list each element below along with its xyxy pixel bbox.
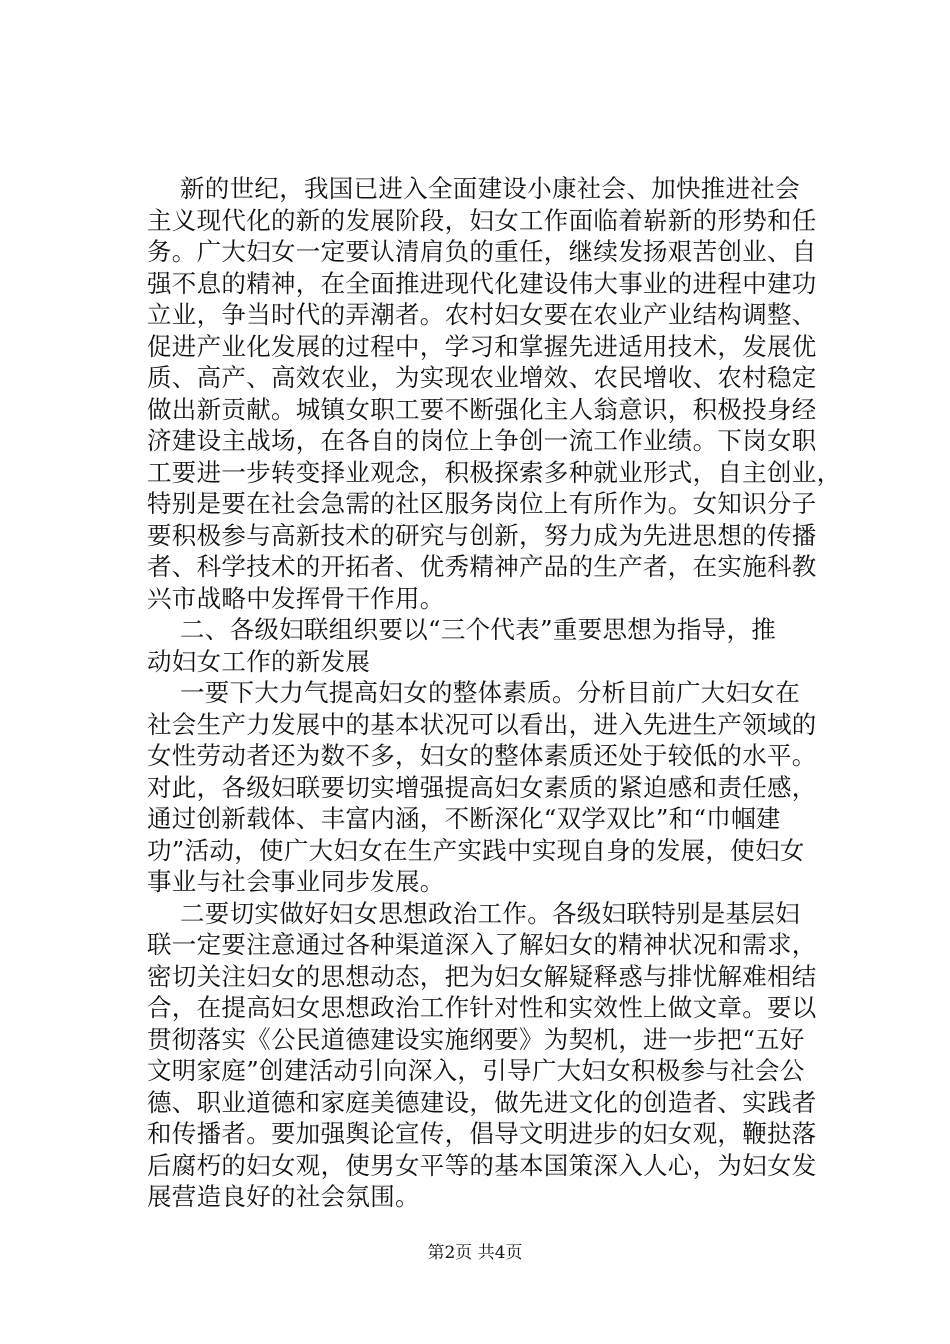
text-line: 一要下大力气提高妇女的整体素质。分析目前广大妇女在 [180,678,800,707]
text-line: 联一定要注意通过各种渠道深入了解妇女的精神状况和需求， [147,930,817,959]
section-heading: 二、各级妇联组织要以“三个代表”重要思想为指导，推 [180,615,777,644]
text-line: 务。广大妇女一定要认清肩负的重任，继续发扬艰苦创业、自 [147,237,817,266]
section-heading: 动妇女工作的新发展 [147,646,371,676]
text-line: 兴市战略中发挥骨干作用。 [147,583,445,613]
text-line: 强不息的精神，在全面推进现代化建设伟大事业的进程中建功 [147,268,817,298]
text-line: 女性劳动者还为数不多，妇女的整体素质还处于较低的水平。 [147,741,817,770]
text-line: 合，在提高妇女思想政治工作针对性和实效性上做文章。要以 [147,993,817,1022]
text-line: 立业，争当时代的弄潮者。农村妇女要在农业产业结构调整、 [147,300,817,329]
text-line: 后腐朽的妇女观，使男女平等的基本国策深入人心，为妇女发 [147,1150,817,1180]
text-line: 新的世纪，我国已进入全面建设小康社会、加快推进社会 [180,174,800,203]
text-line: 德、职业道德和家庭美德建设，做先进文化的创造者、实践者 [147,1087,817,1117]
text-line: 主义现代化的新的发展阶段，妇女工作面临着崭新的形势和任 [147,205,817,235]
text-line: 社会生产力发展中的基本状况可以看出，进入先进生产领域的 [147,709,817,739]
text-line: 工要进一步转变择业观念，积极探索多种就业形式，自主创业， [147,457,842,487]
text-line: 文明家庭”创建活动引向深入，引导广大妇女积极参与社会公 [147,1056,805,1085]
page-number-footer: 第2页 共4页 [427,1243,523,1263]
body-text [147,173,842,1213]
text-line: 功”活动，使广大妇女在生产实践中实现自身的发展，使妇女 [147,835,805,865]
text-line: 促进产业化发展的过程中，学习和掌握先进适用技术，发展优 [147,331,817,361]
text-line: 质、高产、高效农业，为实现农业增效、农民增收、农村稳定 [147,363,817,392]
text-line: 要积极参与高新技术的研究与创新，努力成为先进思想的传播 [147,520,817,550]
text-line: 二要切实做好妇女思想政治工作。各级妇联特别是基层妇 [180,898,800,928]
text-line: 贯彻落实《公民道德建设实施纲要》为契机，进一步把“五好 [147,1024,805,1054]
text-line: 事业与社会事业同步发展。 [147,867,445,896]
text-line: 通过创新载体、丰富内涵，不断深化“双学双比”和“巾帼建 [147,804,781,833]
text-line: 和传播者。要加强舆论宣传，倡导文明进步的妇女观，鞭挞落 [147,1119,817,1148]
text-line: 密切关注妇女的思想动态，把为妇女解疑释惑与排忧解难相结 [147,961,817,991]
text-line: 做出新贡献。城镇女职工要不断强化主人翁意识，积极投身经 [147,394,817,424]
text-line: 特别是要在社会急需的社区服务岗位上有所作为。女知识分子 [147,489,817,518]
text-line: 展营造良好的社会氛围。 [147,1182,420,1211]
text-line: 对此，各级妇联要切实增强提高妇女素质的紧迫感和责任感， [147,772,817,802]
text-line: 济建设主战场，在各自的岗位上争创一流工作业绩。下岗女职 [147,426,817,455]
text-line: 者、科学技术的开拓者、优秀精神产品的生产者，在实施科教 [147,552,817,581]
